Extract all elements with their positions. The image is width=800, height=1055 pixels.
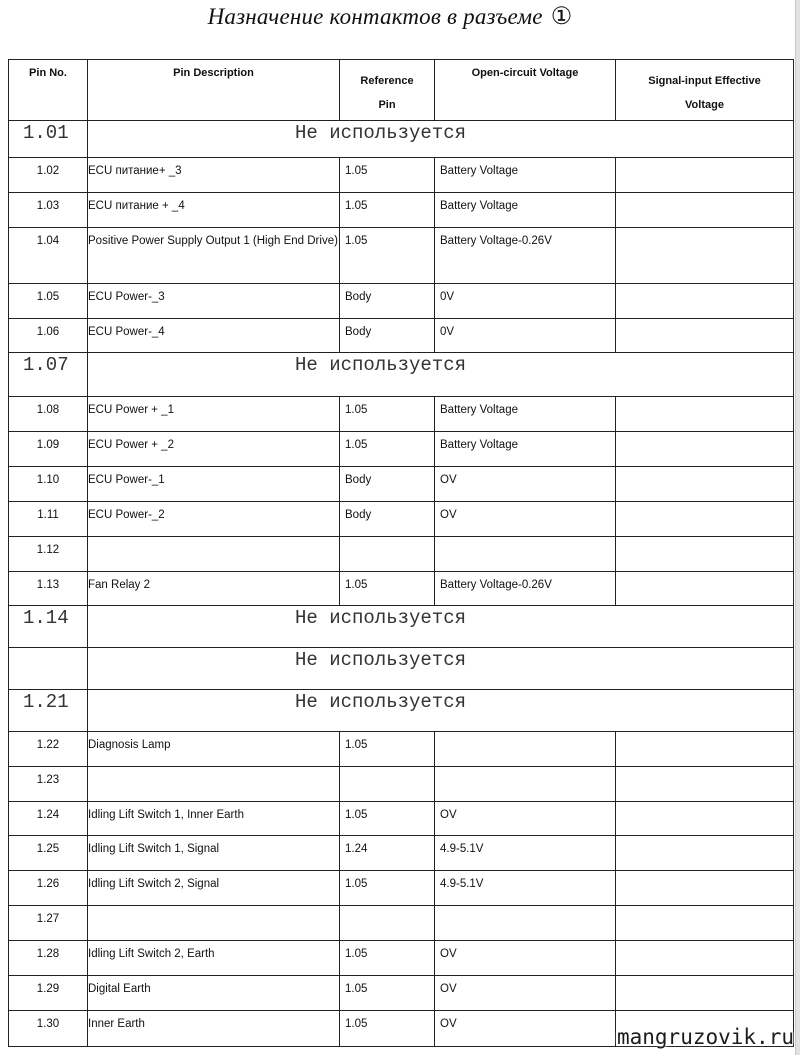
connector-number-symbol: ① (550, 4, 573, 30)
table-row (9, 767, 794, 802)
reference-pin: 1.05 (340, 976, 435, 1011)
signal-input-voltage (616, 432, 794, 467)
pin-number: 1.14 (9, 606, 88, 648)
unused-note: Не используется (88, 690, 794, 732)
open-circuit-voltage: OV (435, 941, 616, 976)
table-row (9, 976, 794, 1011)
signal-input-voltage (616, 572, 794, 606)
pin-description-text: Digital Earth (88, 983, 151, 995)
signal-input-voltage (616, 906, 794, 941)
pin-assignment-table (8, 59, 794, 1047)
pin-description-text: Idling Lift Switch 2, Earth (88, 948, 215, 960)
unused-pin-row (9, 648, 794, 690)
open-circuit-voltage: Battery Voltage (435, 193, 616, 228)
table-row (9, 906, 794, 941)
reference-pin: 1.24 (340, 836, 435, 871)
pin-number: 1.22 (9, 732, 88, 767)
reference-pin: 1.05 (340, 871, 435, 906)
pin-number: 1.01 (9, 121, 88, 158)
unused-note: Не используется (88, 353, 794, 397)
open-circuit-voltage: 0V (435, 284, 616, 319)
pin-description-text: ECU Power-_1 (88, 474, 165, 486)
table-row (9, 572, 794, 606)
pin-description-text: Idling Lift Switch 2, Signal (88, 878, 220, 890)
table-row (9, 432, 794, 467)
header-reference-pin (340, 60, 435, 121)
unused-pin-row (9, 353, 794, 397)
table-row (9, 467, 794, 502)
page-right-edge (795, 0, 800, 1055)
open-circuit-voltage: 4.9-5.1V (435, 836, 616, 871)
header-signal-input-line1: Signal-input Effective (648, 75, 761, 87)
pin-number: 1.25 (9, 836, 88, 871)
signal-input-voltage (616, 397, 794, 432)
signal-input-voltage (616, 502, 794, 537)
open-circuit-voltage: Battery Voltage (435, 397, 616, 432)
signal-input-voltage (616, 767, 794, 802)
table-row (9, 802, 794, 836)
pin-description-text: Diagnosis Lamp (88, 739, 171, 751)
reference-pin: 1.05 (340, 397, 435, 432)
table-row (9, 502, 794, 537)
reference-pin: Body (340, 467, 435, 502)
pin-description-text: ECU питание + _4 (88, 200, 185, 212)
unused-note: Не используется (88, 606, 794, 648)
signal-input-voltage (616, 802, 794, 836)
open-circuit-voltage (435, 732, 616, 767)
reference-pin (340, 906, 435, 941)
header-reference-pin-line2: Pin (378, 99, 396, 111)
table-row (9, 537, 794, 572)
table-row (9, 158, 794, 193)
page-title (0, 2, 780, 31)
pin-number: 1.02 (9, 158, 88, 193)
table-row (9, 732, 794, 767)
unused-note: Не используется (88, 121, 794, 158)
signal-input-voltage (616, 467, 794, 502)
header-reference-pin-line1: Reference (360, 75, 414, 87)
pin-number: 1.04 (9, 228, 88, 284)
header-pin-no: Pin No. (9, 60, 88, 121)
pin-description (88, 467, 340, 502)
pin-description (88, 284, 340, 319)
pin-description (88, 802, 340, 836)
unused-note: Не используется (88, 648, 794, 690)
pin-number: 1.10 (9, 467, 88, 502)
table-row (9, 319, 794, 353)
unused-pin-row (9, 690, 794, 732)
table-row (9, 193, 794, 228)
open-circuit-voltage: OV (435, 467, 616, 502)
signal-input-voltage (616, 284, 794, 319)
pin-number: 1.07 (9, 353, 88, 397)
reference-pin: 1.05 (340, 1011, 435, 1047)
header-pin-description: Pin Description (88, 60, 340, 121)
table-row (9, 871, 794, 906)
table-row (9, 284, 794, 319)
open-circuit-voltage (435, 767, 616, 802)
pin-number: 1.06 (9, 319, 88, 353)
signal-input-voltage (616, 193, 794, 228)
pin-description (88, 871, 340, 906)
open-circuit-voltage: Battery Voltage (435, 158, 616, 193)
open-circuit-voltage (435, 537, 616, 572)
pin-description (88, 537, 340, 572)
pin-number: 1.03 (9, 193, 88, 228)
page-title-text: Назначение контактов в разъеме (207, 4, 543, 29)
signal-input-voltage (616, 941, 794, 976)
open-circuit-voltage: OV (435, 1011, 616, 1047)
pin-description (88, 432, 340, 467)
signal-input-voltage (616, 836, 794, 871)
pin-number: 1.29 (9, 976, 88, 1011)
watermark: mangruzovik.ru (616, 1025, 794, 1049)
table-row (9, 836, 794, 871)
reference-pin: 1.05 (340, 941, 435, 976)
pin-description (88, 158, 340, 193)
pin-description (88, 319, 340, 353)
reference-pin: 1.05 (340, 572, 435, 606)
reference-pin: 1.05 (340, 732, 435, 767)
pin-description (88, 732, 340, 767)
signal-input-voltage (616, 158, 794, 193)
pin-description-text: ECU Power-_2 (88, 509, 165, 521)
pin-description-text: Idling Lift Switch 1, Inner Earth (88, 809, 244, 821)
pin-number: 1.30 (9, 1011, 88, 1047)
pin-description-text: Inner Earth (88, 1018, 145, 1030)
open-circuit-voltage: Battery Voltage-0.26V (435, 572, 616, 606)
pin-number: 1.08 (9, 397, 88, 432)
open-circuit-voltage: 0V (435, 319, 616, 353)
reference-pin: 1.05 (340, 193, 435, 228)
pin-description (88, 976, 340, 1011)
pin-description (88, 941, 340, 976)
signal-input-voltage (616, 319, 794, 353)
pin-number: 1.26 (9, 871, 88, 906)
pin-description-text: ECU Power + _1 (88, 404, 174, 416)
pin-description-text: Fan Relay 2 (88, 579, 151, 591)
reference-pin (340, 767, 435, 802)
unused-pin-row (9, 606, 794, 648)
pin-description (88, 1011, 340, 1047)
open-circuit-voltage: OV (435, 502, 616, 537)
pin-description-text: ECU Power + _2 (88, 439, 174, 451)
signal-input-voltage (616, 871, 794, 906)
pin-description-text: Positive Power Supply Output 1 (High End Drive) (88, 235, 338, 247)
pin-number: 1.27 (9, 906, 88, 941)
pin-number: 1.11 (9, 502, 88, 537)
pin-description-text: ECU Power-_3 (88, 291, 165, 303)
header-open-circuit-voltage: Open-circuit Voltage (435, 60, 616, 121)
reference-pin: 1.05 (340, 158, 435, 193)
reference-pin: Body (340, 502, 435, 537)
pin-number (9, 648, 88, 690)
header-signal-input-voltage (616, 60, 794, 121)
pin-number: 1.09 (9, 432, 88, 467)
table-row (9, 228, 794, 284)
pin-description (88, 397, 340, 432)
pin-description (88, 193, 340, 228)
pin-number: 1.05 (9, 284, 88, 319)
table-row (9, 397, 794, 432)
reference-pin: 1.05 (340, 432, 435, 467)
pin-description-text: ECU Power-_4 (88, 326, 165, 338)
signal-input-voltage (616, 976, 794, 1011)
reference-pin: Body (340, 284, 435, 319)
open-circuit-voltage: OV (435, 976, 616, 1011)
signal-input-voltage (616, 228, 794, 284)
pin-rows (9, 121, 794, 1047)
unused-pin-row (9, 121, 794, 158)
pin-description-text: Idling Lift Switch 1, Signal (88, 843, 220, 855)
pin-description-text: ECU питание+ _3 (88, 165, 182, 177)
reference-pin: 1.05 (340, 802, 435, 836)
open-circuit-voltage: 4.9-5.1V (435, 871, 616, 906)
pin-number: 1.13 (9, 572, 88, 606)
table-row (9, 941, 794, 976)
signal-input-voltage (616, 732, 794, 767)
pin-description (88, 906, 340, 941)
open-circuit-voltage: Battery Voltage (435, 432, 616, 467)
pin-number: 1.23 (9, 767, 88, 802)
signal-input-voltage (616, 537, 794, 572)
pin-description (88, 502, 340, 537)
pin-number: 1.24 (9, 802, 88, 836)
header-signal-input-line2: Voltage (685, 99, 724, 111)
pin-number: 1.21 (9, 690, 88, 732)
table-header-row (9, 60, 794, 121)
pin-description (88, 836, 340, 871)
pin-number: 1.12 (9, 537, 88, 572)
reference-pin: Body (340, 319, 435, 353)
reference-pin: 1.05 (340, 228, 435, 284)
open-circuit-voltage: OV (435, 802, 616, 836)
open-circuit-voltage: Battery Voltage-0.26V (435, 228, 616, 284)
pin-number: 1.28 (9, 941, 88, 976)
reference-pin (340, 537, 435, 572)
open-circuit-voltage (435, 906, 616, 941)
pin-description (88, 228, 340, 284)
pin-description (88, 572, 340, 606)
pin-description (88, 767, 340, 802)
